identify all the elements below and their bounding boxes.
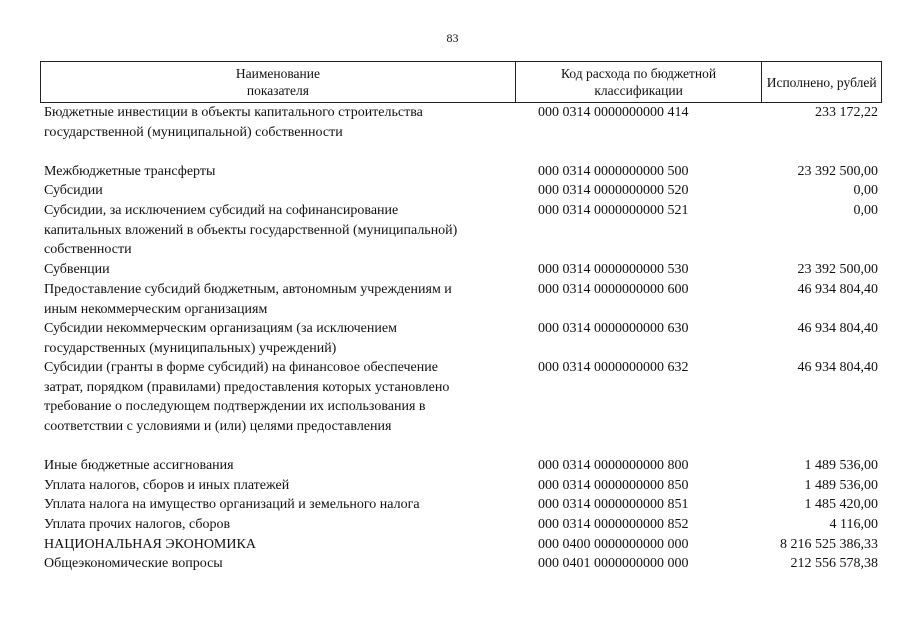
row-name: Уплата налога на имущество организаций и земельного налога bbox=[44, 497, 420, 512]
row-name: государственной (муниципальной) собственности bbox=[44, 124, 343, 140]
row-amount: 8 216 525 386,33 bbox=[780, 537, 878, 552]
row-code: 000 0314 0000000000 530 bbox=[538, 262, 689, 277]
page-number: 83 bbox=[446, 31, 459, 45]
row-name: Уплата налогов, сборов и иных платежей bbox=[44, 478, 290, 493]
row-code: 000 0314 0000000000 521 bbox=[538, 203, 689, 218]
row-amount: 212 556 578,38 bbox=[790, 556, 878, 571]
row-name: Субсидии bbox=[44, 183, 103, 198]
row-amount: 0,00 bbox=[853, 183, 878, 198]
row-amount: 46 934 804,40 bbox=[797, 282, 878, 297]
row-name: соответствии с условиями и (или) целями предоставления bbox=[44, 418, 392, 434]
row-amount: 1 485 420,00 bbox=[804, 497, 878, 512]
row-code: 000 0401 0000000000 000 bbox=[538, 556, 689, 571]
row-name: капитальных вложений в объекты государственной (муниципальной) bbox=[44, 222, 458, 238]
row-code: 000 0314 0000000000 800 bbox=[538, 458, 689, 473]
row-amount: 4 116,00 bbox=[829, 517, 878, 532]
row-name: Субвенции bbox=[44, 262, 110, 277]
row-name: Предоставление субсидий бюджетным, автономным учреждениям и bbox=[44, 282, 452, 297]
header-name-column bbox=[41, 62, 516, 102]
row-amount: 233 172,22 bbox=[815, 105, 878, 120]
row-name: Иные бюджетные ассигнования bbox=[44, 458, 234, 473]
row-name: Межбюджетные трансферты bbox=[44, 164, 216, 179]
row-name: Общеэкономические вопросы bbox=[44, 556, 223, 571]
row-code: 000 0314 0000000000 630 bbox=[538, 321, 689, 336]
table-header bbox=[40, 61, 882, 103]
row-name: собственности bbox=[44, 242, 132, 258]
row-amount: 46 934 804,40 bbox=[797, 321, 878, 336]
row-code: 000 0314 0000000000 851 bbox=[538, 497, 689, 512]
row-name: Уплата прочих налогов, сборов bbox=[44, 517, 231, 532]
row-name: государственных (муниципальных) учреждений) bbox=[44, 340, 337, 356]
header-name-label: Наименование показателя bbox=[235, 66, 320, 98]
header-amount-label: Исполнено, рублей bbox=[766, 74, 877, 90]
row-amount: 23 392 500,00 bbox=[797, 262, 878, 277]
row-name: НАЦИОНАЛЬНАЯ ЭКОНОМИКА bbox=[44, 537, 256, 552]
row-code: 000 0314 0000000000 520 bbox=[538, 183, 689, 198]
row-code: 000 0314 0000000000 600 bbox=[538, 282, 689, 297]
row-amount: 1 489 536,00 bbox=[804, 458, 878, 473]
row-name: требование о последующем подтверждении их использования в bbox=[44, 399, 426, 415]
row-amount: 23 392 500,00 bbox=[797, 164, 878, 179]
row-code: 000 0314 0000000000 500 bbox=[538, 164, 689, 179]
row-code: 000 0314 0000000000 850 bbox=[538, 478, 689, 493]
row-code: 000 0314 0000000000 414 bbox=[538, 105, 689, 120]
row-name: иным некоммерческим организациям bbox=[44, 301, 268, 317]
row-name: Субсидии некоммерческим организациям (за исключением bbox=[44, 321, 397, 336]
row-amount: 46 934 804,40 bbox=[797, 360, 878, 375]
row-code: 000 0314 0000000000 632 bbox=[538, 360, 689, 375]
row-name: затрат, порядком (правилами) предоставления которых установлено bbox=[44, 379, 450, 395]
row-amount: 0,00 bbox=[853, 203, 878, 218]
row-code: 000 0314 0000000000 852 bbox=[538, 517, 689, 532]
row-code: 000 0400 0000000000 000 bbox=[538, 537, 689, 552]
row-name: Субсидии (гранты в форме субсидий) на финансовое обеспечение bbox=[44, 360, 438, 375]
header-amount-column bbox=[762, 62, 881, 102]
row-amount: 1 489 536,00 bbox=[804, 478, 878, 493]
header-code-label: Код расхода по бюджетной классификации bbox=[561, 66, 717, 98]
row-name: Субсидии, за исключением субсидий на софинансирование bbox=[44, 203, 399, 218]
header-code-column bbox=[516, 62, 762, 102]
row-name: Бюджетные инвестиции в объекты капитального строительства bbox=[44, 105, 423, 120]
